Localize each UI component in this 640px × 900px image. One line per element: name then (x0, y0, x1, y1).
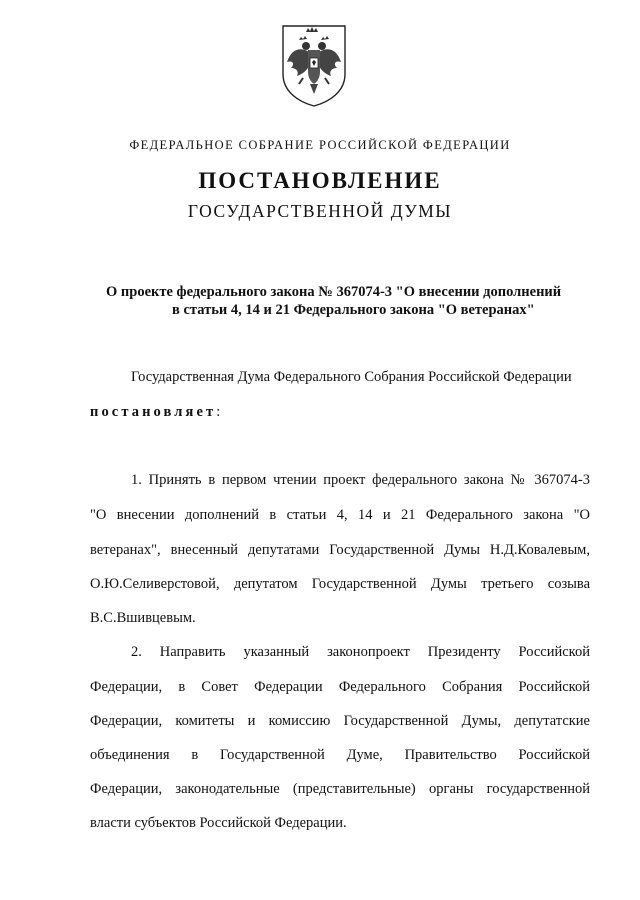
item-2-line-1: 2. Направить указанный законопроект Президенту Российской (131, 644, 590, 660)
subject-line-2: в статьи 4, 14 и 21 Федерального закона "О ветеранах" (172, 302, 535, 318)
resolves-colon: : (216, 404, 221, 420)
item-1-line-3: ветеранах", внесенный депутатами Государственной Думы Н.Д.Ковалевым, (90, 542, 590, 558)
item-1-line-1: 1. Принять в первом чтении проект федерального закона № 367074-3 (131, 472, 590, 488)
organization-title: ФЕДЕРАЛЬНОЕ СОБРАНИЕ РОССИЙСКОЙ ФЕДЕРАЦИИ (129, 138, 511, 152)
item-2-line-5: Федерации, законодательные (представительные) органы государственной (90, 781, 590, 797)
coat-of-arms-emblem (279, 22, 349, 108)
document-type-title: ПОСТАНОВЛЕНИЕ (198, 168, 442, 193)
preamble-text: Государственная Дума Федерального Собрания Российской Федерации (131, 369, 572, 385)
item-1-line-5: В.С.Вшивцевым. (90, 610, 196, 626)
item-1-line-4: О.Ю.Селиверстовой, депутатом Государственной Думы третьего созыва (90, 576, 590, 592)
item-2-line-2: Федерации, в Совет Федерации Федерального Собрания Российской (90, 679, 590, 695)
item-2-line-3: Федерации, комитеты и комиссию Государственной Думы, депутатские (90, 713, 590, 729)
item-2-line-6: власти субъектов Российской Федерации. (90, 815, 347, 831)
item-2-line-4: объединения в Государственной Думе, Правительство Российской (90, 747, 590, 763)
resolves-label: постановляет (90, 404, 217, 420)
resolves-word (90, 404, 590, 421)
item-1-line-2: "О внесении дополнений в статьи 4, 14 и 21 Федерального закона "О (90, 507, 590, 523)
document-issuer: ГОСУДАРСТВЕННОЙ ДУМЫ (187, 201, 453, 221)
subject-line-1: О проекте федерального закона № 367074-3 "О внесении дополнений (106, 284, 562, 300)
